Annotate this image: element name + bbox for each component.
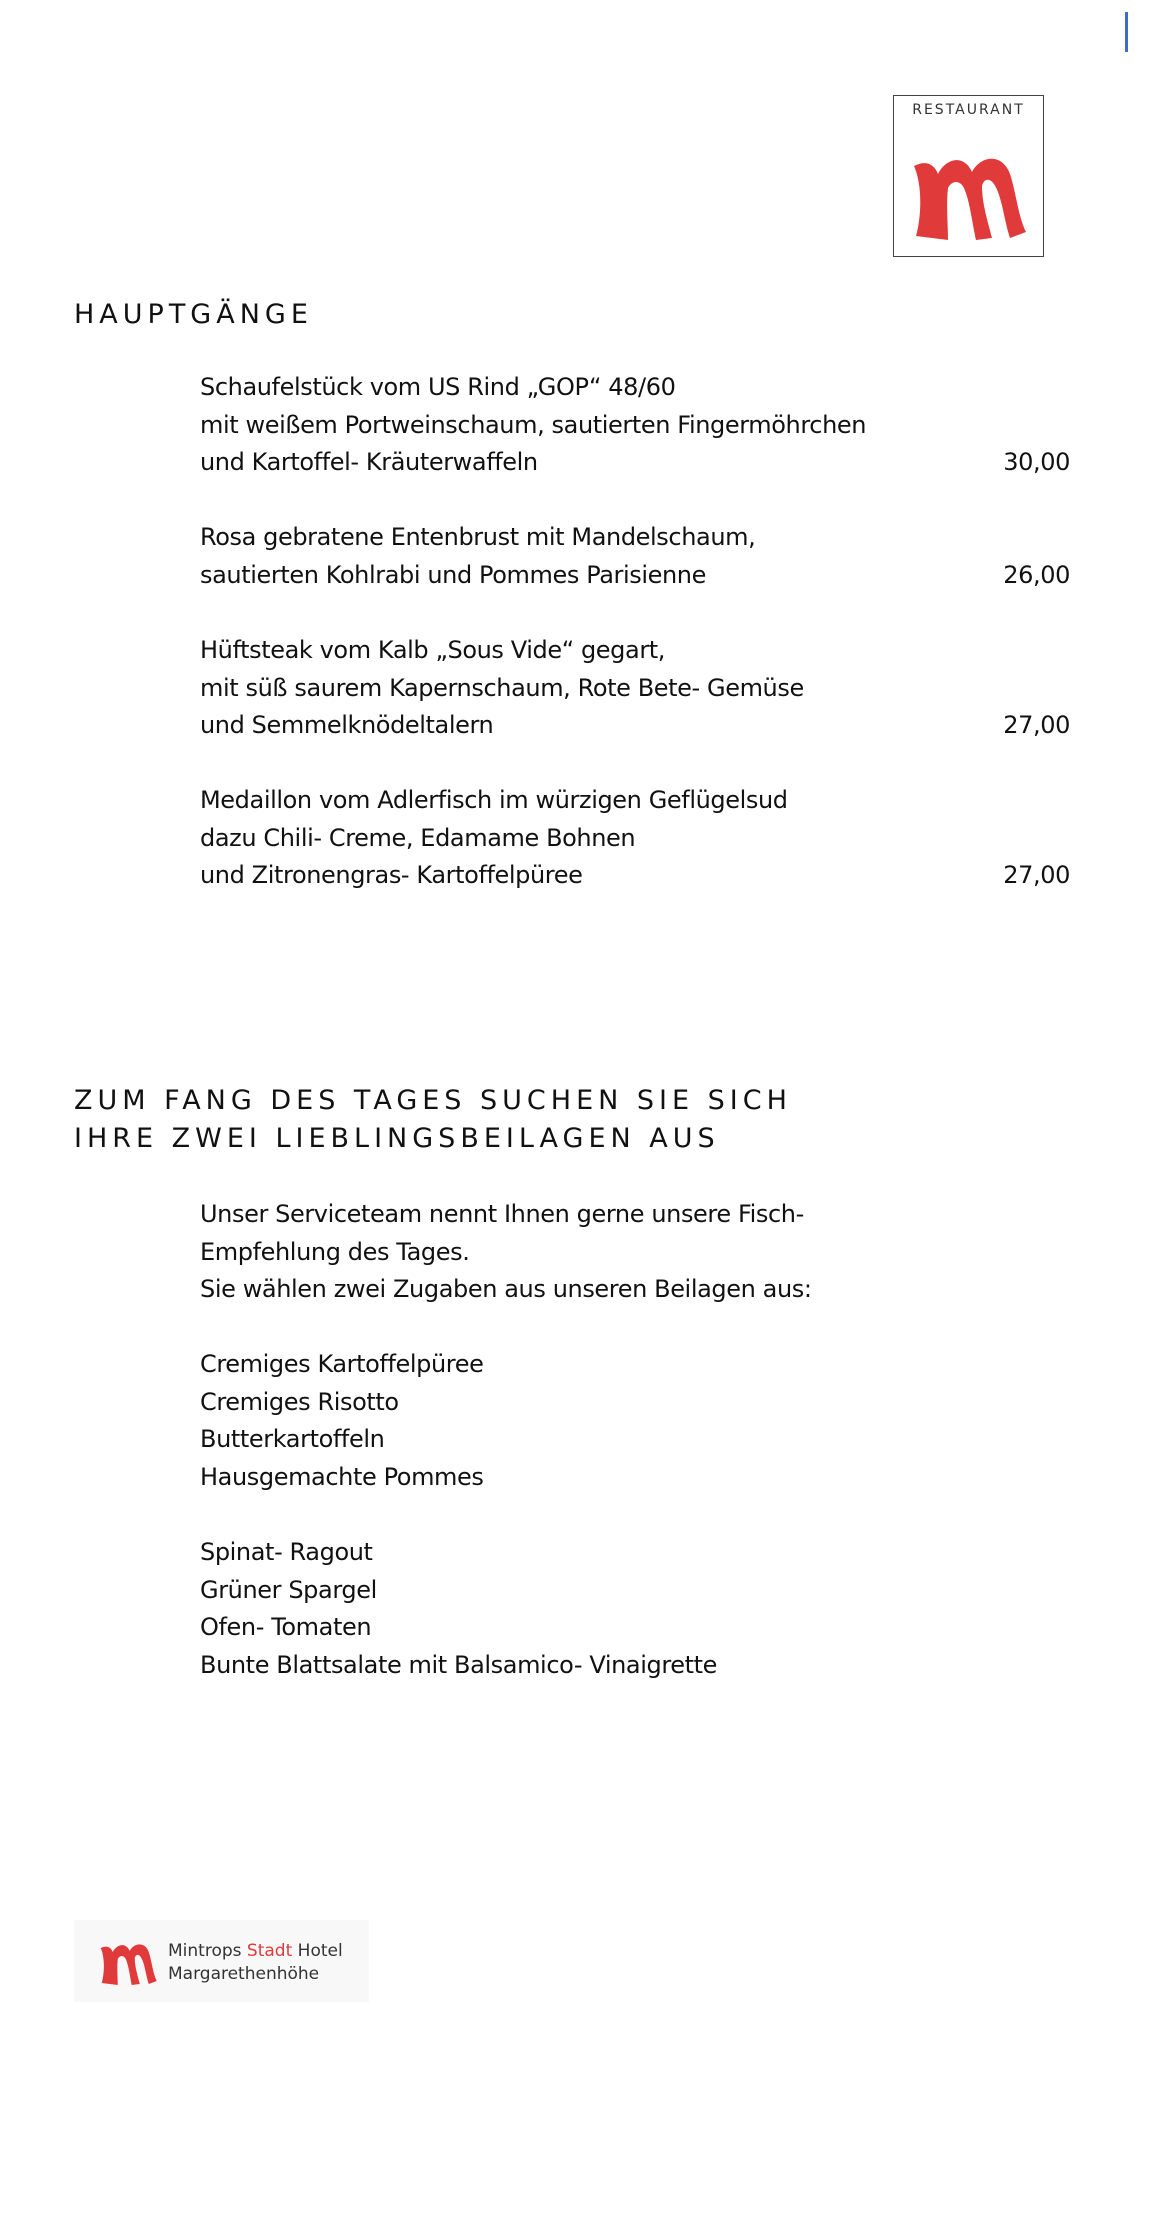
- dish-line: dazu Chili- Creme, Edamame Bohnen: [200, 823, 636, 852]
- page-corner-marker: [1125, 12, 1128, 52]
- hotel-name-line: [168, 1940, 343, 1963]
- side-dishes-group-2: [200, 1534, 1000, 1684]
- hotel-name-part: Mintrops: [168, 1941, 242, 1961]
- hotel-name-accent: Stadt: [246, 1941, 293, 1961]
- dish-line: Schaufelstück vom US Rind „GOP“ 48/60: [200, 373, 676, 401]
- logo-label: RESTAURANT: [912, 102, 1025, 118]
- dish-price: 27,00: [1003, 711, 1070, 739]
- side-dish-item: Spinat- Ragout: [200, 1538, 373, 1566]
- dish-price: 26,00: [1003, 560, 1070, 589]
- hotel-name-part: Hotel: [297, 1941, 343, 1961]
- side-dish-item: Grüner Spargel: [200, 1575, 377, 1604]
- dish-line: mit süß saurem Kapernschaum, Rote Bete- Gemüse: [200, 673, 804, 702]
- restaurant-logo: [893, 95, 1044, 257]
- dish-item: [200, 369, 1080, 482]
- side-dish-item: Butterkartoffeln: [200, 1425, 385, 1453]
- side-dish-item: Cremiges Risotto: [200, 1387, 399, 1416]
- side-dish-item: Cremiges Kartoffelpüree: [200, 1350, 484, 1378]
- hotel-location: Margarethenhöhe: [168, 1964, 320, 1984]
- dish-line: und Kartoffel- Kräuterwaffeln: [200, 448, 538, 476]
- catch-of-day-heading-line: IHRE ZWEI LIEBLINGSBEILAGEN AUS: [74, 1123, 720, 1154]
- hotel-name: [168, 1940, 343, 1986]
- dish-line: und Zitronengras- Kartoffelpüree: [200, 861, 583, 889]
- dish-line: und Semmelknödeltalern: [200, 711, 494, 739]
- dish-line: Hüftsteak vom Kalb „Sous Vide“ gegart,: [200, 636, 666, 664]
- main-courses-heading: [74, 296, 313, 334]
- catch-of-day-heading-line: ZUM FANG DES TAGES SUCHEN SIE SICH: [74, 1085, 792, 1116]
- hotel-logo: [74, 1920, 369, 2002]
- side-dish-item: Hausgemachte Pommes: [200, 1462, 484, 1491]
- main-courses-heading-text: HAUPTGÄNGE: [74, 299, 313, 330]
- intro-line: Unser Serviceteam nennt Ihnen gerne unsere Fisch-: [200, 1200, 804, 1228]
- dish-item: [200, 782, 1080, 895]
- dish-line: mit weißem Portweinschaum, sautierten Fingermöhrchen: [200, 410, 867, 439]
- intro-line: Empfehlung des Tages.: [200, 1237, 470, 1266]
- dish-price: 30,00: [1003, 448, 1070, 476]
- dish-item: [200, 519, 1080, 594]
- catch-of-day-intro: [200, 1196, 1000, 1309]
- side-dishes-group-1: [200, 1346, 1000, 1496]
- intro-line: Sie wählen zwei Zugaben aus unseren Beilagen aus:: [200, 1275, 812, 1303]
- dish-line: Rosa gebratene Entenbrust mit Mandelschaum,: [200, 523, 756, 551]
- dish-item: [200, 632, 1080, 745]
- m-logo-icon: [96, 1937, 162, 1987]
- dish-line: sautierten Kohlrabi und Pommes Parisienne: [200, 560, 706, 589]
- side-dish-item: Ofen- Tomaten: [200, 1613, 372, 1641]
- dish-price: 27,00: [1003, 861, 1070, 889]
- catch-of-day-heading: [74, 1082, 792, 1158]
- m-logo-icon: [908, 144, 1033, 244]
- side-dish-item: Bunte Blattsalate mit Balsamico- Vinaigrette: [200, 1650, 718, 1679]
- dish-line: Medaillon vom Adlerfisch im würzigen Geflügelsud: [200, 786, 788, 814]
